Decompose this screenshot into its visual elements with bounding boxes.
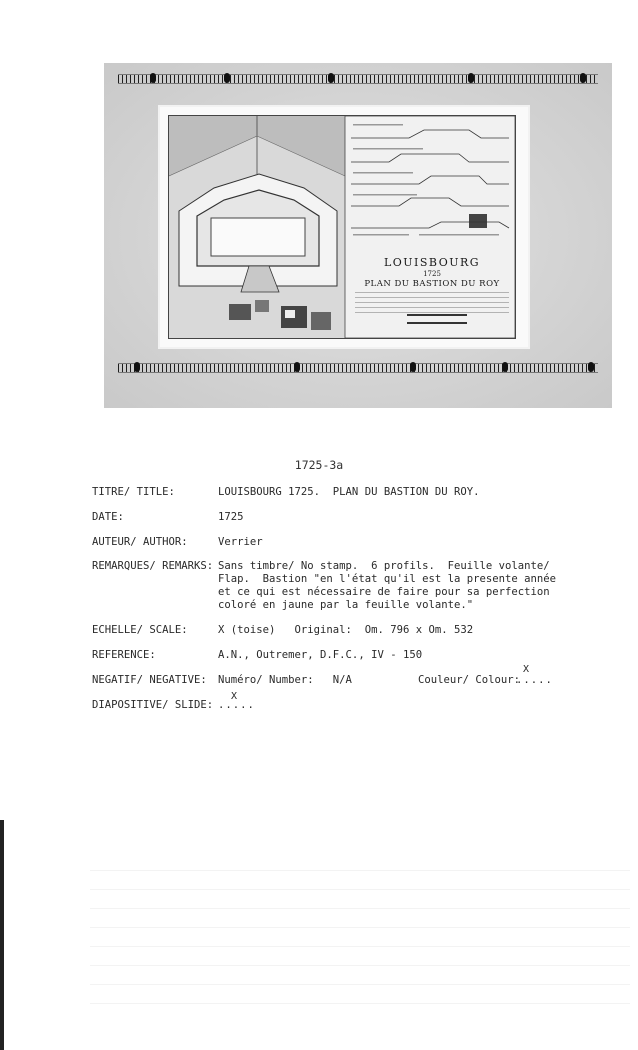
author-label: AUTEUR/ AUTHOR: (92, 536, 188, 548)
map-year: 1725 (423, 270, 441, 278)
scale-value: X (toise) Original: Om. 796 x Om. 532 (218, 624, 474, 636)
slide-dots: ..... (218, 699, 255, 711)
scale-ruler-bottom (118, 363, 598, 373)
colour-label: Couleur/ Colour: (418, 674, 521, 686)
scan-edge (0, 820, 4, 1050)
scale-ruler-top (118, 74, 598, 84)
slide-label: DIAPOSITIVE/ SLIDE: (92, 699, 214, 711)
remarks-label: REMARQUES/ REMARKS: (92, 560, 214, 572)
remarks-value: Sans timbre/ No stamp. 6 profils. Feuille volante/ Flap. Bastion "en l'état qu'il est la presente année et ce qui est nécessaire de faire pour sa perfection coloré en jaune par la feuille volante." (218, 560, 557, 611)
colour-dots: ..... (516, 674, 553, 686)
negative-label: NEGATIF/ NEGATIVE: (92, 674, 207, 686)
slide-field (92, 699, 214, 725)
date-label: DATE: (92, 511, 124, 523)
negative-value: Numéro/ Number: N/A (218, 674, 352, 686)
title-value: LOUISBOURG 1725. PLAN DU BASTION DU ROY. (218, 486, 480, 498)
record-id: 1725-3a (294, 458, 344, 472)
map-image (168, 115, 516, 339)
slide-x-mark: X (231, 691, 238, 702)
author-value: Verrier (218, 536, 263, 548)
colour-x-mark: X (523, 664, 530, 675)
remarks-field (92, 560, 557, 611)
date-value: 1725 (218, 511, 244, 523)
map-subtitle: PLAN DU BASTION DU ROY (364, 279, 500, 289)
map-title: LOUISBOURG (383, 256, 481, 269)
scale-label: ECHELLE/ SCALE: (92, 624, 188, 636)
map-illegible-note (355, 292, 509, 314)
map-photograph (104, 63, 612, 408)
reference-value: A.N., Outremer, D.F.C., IV - 150 (218, 649, 423, 661)
title-label: TITRE/ TITLE: (92, 486, 175, 498)
map-mount (160, 107, 528, 347)
reference-label: REFERENCE: (92, 649, 156, 661)
map-title-cartouche (349, 256, 515, 314)
faint-background-lines (90, 870, 630, 1040)
